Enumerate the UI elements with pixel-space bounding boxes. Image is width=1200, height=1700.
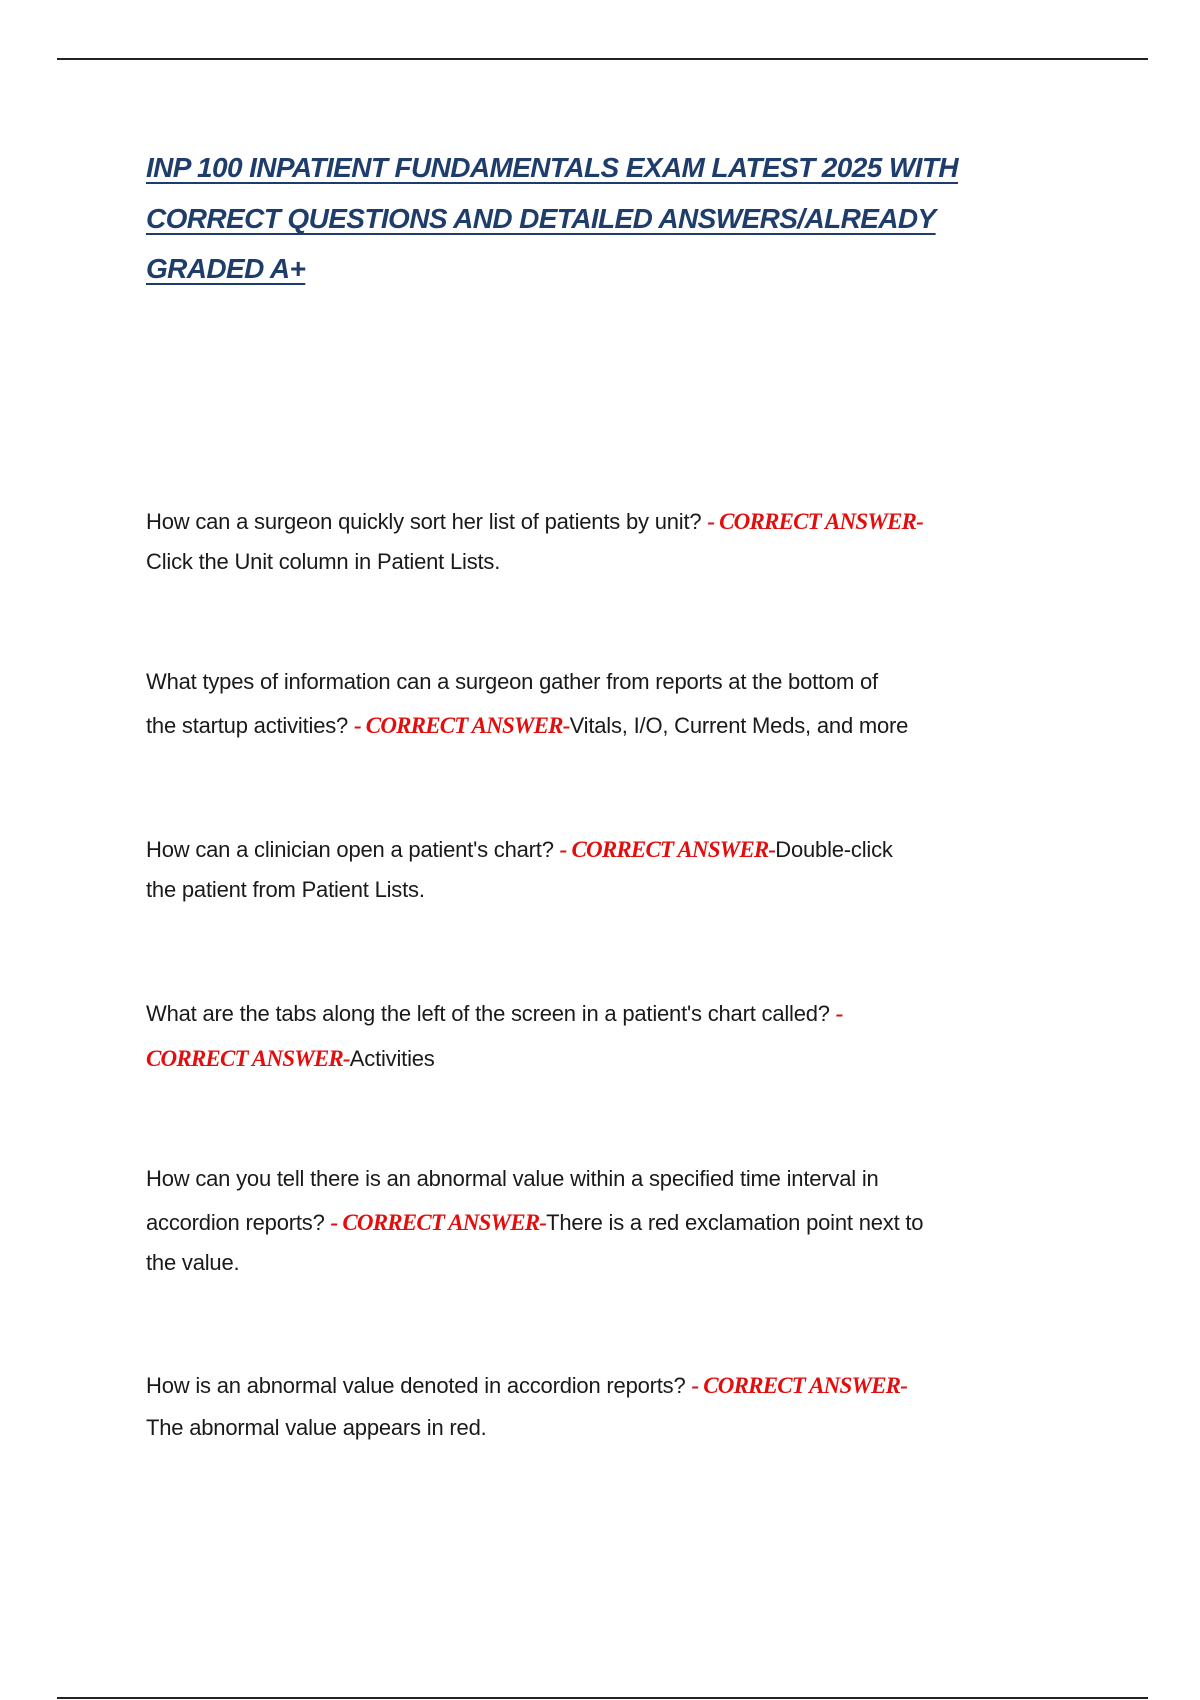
- question: How can a surgeon quickly sort her list of patients by unit?: [146, 509, 702, 534]
- correct-answer-marker: CORRECT ANSWER-: [146, 1046, 350, 1071]
- question: the startup activities?: [146, 713, 349, 738]
- question: How can a clinician open a patient's chart?: [146, 837, 554, 862]
- answer: the value.: [146, 1250, 240, 1275]
- answer: Double-click: [775, 837, 893, 862]
- answer: the patient from Patient Lists.: [146, 877, 425, 902]
- correct-answer-marker: - CORRECT ANSWER-: [353, 713, 570, 738]
- correct-answer-marker: - CORRECT ANSWER-: [707, 509, 923, 534]
- answer: The abnormal value appears in red.: [146, 1415, 487, 1440]
- title-line: GRADED A+: [146, 253, 306, 284]
- top-rule: [57, 58, 1148, 60]
- title-line: INP 100 INPATIENT FUNDAMENTALS EXAM LATEST 2025 WITH: [146, 152, 958, 183]
- answer: Click the Unit column in Patient Lists.: [146, 549, 501, 574]
- answer: There is a red exclamation point next to: [546, 1210, 924, 1235]
- correct-answer-marker: - CORRECT ANSWER-: [559, 837, 776, 862]
- correct-answer-marker: - CORRECT ANSWER-: [691, 1373, 908, 1398]
- question: How can you tell there is an abnormal value within a specified time interval in: [146, 1166, 879, 1191]
- correct-answer-marker: - CORRECT ANSWER-: [330, 1210, 547, 1235]
- question: What are the tabs along the left of the screen in a patient's chart called?: [146, 1001, 830, 1026]
- answer: Vitals, I/O, Current Meds, and more: [569, 713, 909, 738]
- title-line: CORRECT QUESTIONS AND DETAILED ANSWERS/ALREADY: [146, 203, 936, 234]
- bottom-rule: [57, 1697, 1148, 1699]
- question: accordion reports?: [146, 1210, 325, 1235]
- question: What types of information can a surgeon gather from reports at the bottom of: [146, 669, 878, 694]
- correct-answer-marker-dash: -: [835, 1001, 843, 1026]
- answer: Activities: [349, 1046, 435, 1071]
- question: How is an abnormal value denoted in accordion reports?: [146, 1373, 686, 1398]
